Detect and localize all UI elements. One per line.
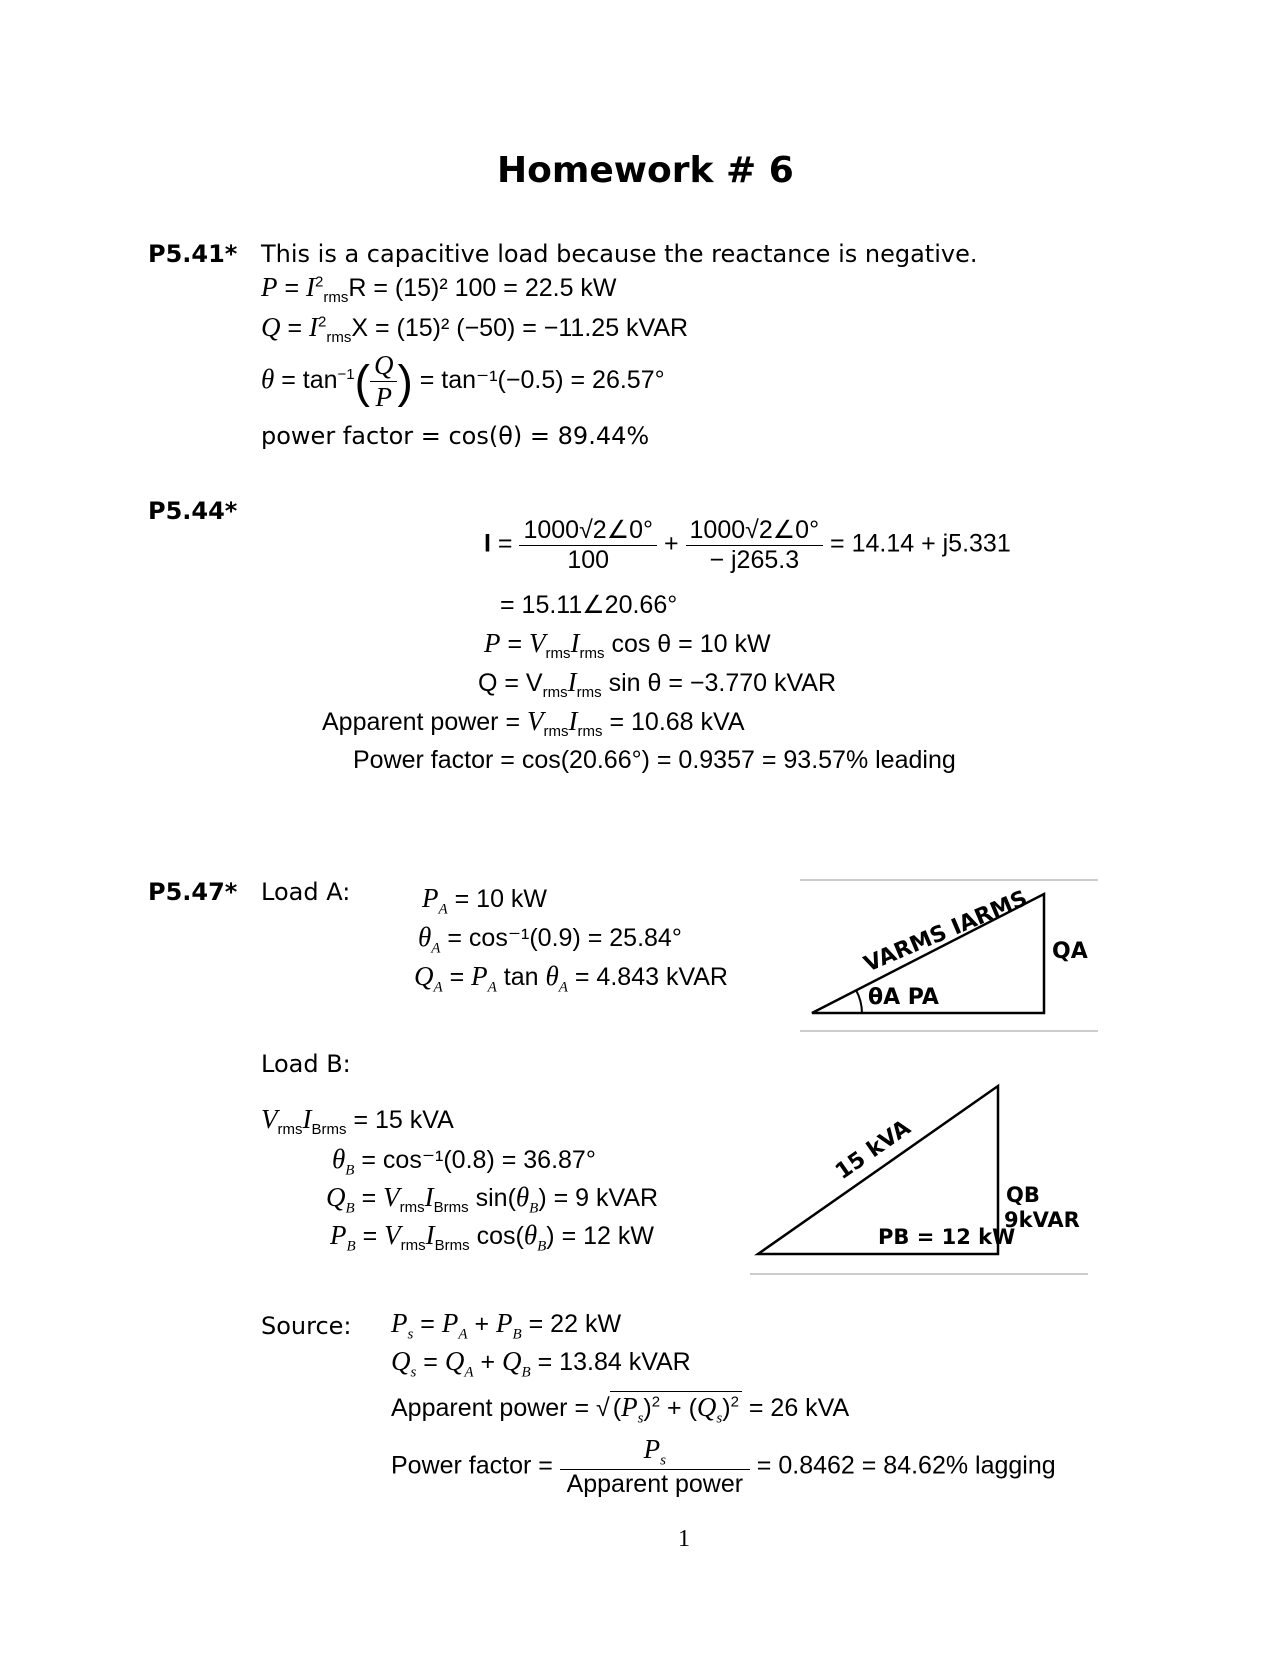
triangle-b-side-label-2: 9kVAR [1004, 1208, 1080, 1232]
p544-real-power-eq: $P = V_{rms}I_{rms}$ cos θ = 10 kW [484, 628, 771, 662]
load-a-theta-eq: $\theta_A = \cos^{-1}(0.9) = 25.84^\circ$ [418, 922, 682, 957]
source-apparent-label: Apparent power [391, 1394, 568, 1422]
p544-p-tail: cos θ = 10 kW [611, 630, 771, 658]
source-apparent-eq: Apparent power = √ $(P_s)^2 + (Q_s)^2 = 26$ kVA [391, 1392, 850, 1427]
load-b-reactive-eq: $Q_B = V_{rms}I_{Brms}$ $\sin(\theta_B) = 9$ kVAR [326, 1182, 659, 1217]
p541-intro: This is a capacitive load because the reactance is negative. [261, 240, 978, 268]
problem-label-p547: P5.47* [148, 878, 238, 906]
triangle-b-base-label: PB = 12 kW [878, 1225, 1016, 1249]
p544-i-polar: = 15.11∠20.66° [500, 591, 678, 619]
load-b-apparent-eq: $V_{rms}I_{Brms} = 15$ kVA [261, 1104, 454, 1138]
p541-p-tail: R = (15)² 100 = 22.5 kW [348, 274, 617, 302]
load-a-p-tail: = 10 kW [454, 885, 548, 913]
p541-reactive-power-eq: $Q = I^2_{rms}X = (15)^2$ (−50) = −11.25 kVAR [261, 312, 689, 346]
load-b-label: Load B: [261, 1050, 351, 1078]
load-b-theta-eq: $\theta_B = \cos^{-1}(0.8) = 36.87^\circ$ [332, 1144, 596, 1179]
source-label: Source: [261, 1312, 352, 1340]
p544-frac1-den: 100 [567, 546, 610, 574]
p541-q-tail: X = (15)² (−50) = −11.25 kVAR [351, 314, 689, 342]
triangle-a-side-label: QA [1052, 939, 1088, 964]
p544-q-tail: sin θ = −3.770 kVAR [608, 669, 837, 697]
load-a-theta-tail: = cos⁻¹(0.9) = 25.84° [447, 924, 682, 952]
p541-theta-eq: $\theta = \tan^{-1}$( $\frac{Q}{P}$ ) = tan⁻¹(−0.5) = 26.57° [261, 350, 665, 412]
load-b-theta-tail: = cos⁻¹(0.8) = 36.87° [361, 1146, 596, 1174]
source-reactive-eq: $Q_s = Q_A + Q_B = 13.84$ kVAR [391, 1346, 691, 1381]
p544-frac1-num: 1000√2∠0° [519, 515, 657, 546]
p544-frac2-num: 1000√2∠0° [686, 515, 824, 546]
p544-reactive-power-eq: $Q = V_{rms}I_{rms}$ sin θ = −3.770 kVAR [478, 667, 837, 701]
p541-power-factor: power factor = cos(θ) = 89.44% [261, 422, 650, 450]
source-apparent-tail: = 26 kVA [748, 1394, 850, 1422]
p544-apparent-label: Apparent power [322, 708, 499, 736]
source-real-eq: $P_s = P_A + P_B = 22$ kW [391, 1308, 622, 1343]
p541-real-power-eq: $P = I^2_{rms}R = (15)^2$ 100 = 22.5 kW [261, 272, 617, 306]
load-a-q-tail: = 4.843 kVAR [574, 963, 728, 991]
triangle-a-angle-arc [856, 990, 862, 1013]
power-triangle-b [750, 1082, 1090, 1277]
page-title: Homework # 6 [497, 150, 794, 191]
p541-theta-tail: = tan⁻¹(−0.5) = 26.57° [419, 366, 665, 395]
source-pf-label: Power factor = [391, 1451, 553, 1480]
load-b-real-eq: $P_B = V_{rms}I_{Brms}$ $\cos(\theta_B) = 12$ kW [330, 1220, 654, 1255]
p544-i-result: = 14.14 + j5.331 [830, 529, 1011, 558]
source-p-tail: = 22 kW [528, 1310, 622, 1338]
load-a-reactive-eq: $Q_A = P_A$ $\tan \theta_A = 4.843$ kVAR [414, 961, 728, 996]
triangle-a-angle-label: θA PA [868, 985, 939, 1010]
load-b-vi-tail: = 15 kVA [353, 1106, 454, 1134]
load-b-p-tail: = 12 kW [561, 1222, 654, 1250]
problem-label-p541: P5.41* [148, 240, 238, 268]
p544-frac2-den: − j265.3 [709, 546, 800, 574]
power-triangle-a [800, 878, 1100, 1033]
triangle-b-side-label-1: QB [1006, 1183, 1040, 1207]
source-pf-den: Apparent power [566, 1470, 744, 1499]
p544-apparent-power-eq: Apparent power = $V_{rms}I_{rms} = 10.68$ kVA [322, 706, 745, 740]
triangle-a-hyp-label: VARMS IARMS [860, 886, 1032, 978]
source-pf-tail: = 0.8462 = 84.62% lagging [756, 1451, 1056, 1480]
p544-power-factor: Power factor = cos(20.66°) = 0.9357 = 93.57% leading [353, 746, 956, 774]
page-number: 1 [678, 1526, 690, 1552]
load-a-power-eq: $P_A = 10$ kW [422, 883, 548, 918]
triangle-b-hyp-label: 15 kVA [831, 1115, 916, 1185]
load-b-q-tail: = 9 kVAR [553, 1184, 659, 1212]
source-power-factor-eq: Power factor = $\frac{P_s}{\text{Apparent power}}$ = 0.8462 = 84.62% lagging [391, 1434, 1056, 1499]
source-q-tail: = 13.84 kVAR [537, 1348, 691, 1376]
p544-current-eq: I = $\frac{1000√2\angle 0^\circ}{100}$ + $\frac{1000√2\angle 0^\circ}{- j265.3}$ = 14.14 + j5.331 [484, 516, 1011, 574]
p544-apparent-tail: = 10.68 kVA [609, 708, 745, 736]
load-a-label: Load A: [261, 878, 351, 906]
problem-label-p544: P5.44* [148, 497, 238, 525]
